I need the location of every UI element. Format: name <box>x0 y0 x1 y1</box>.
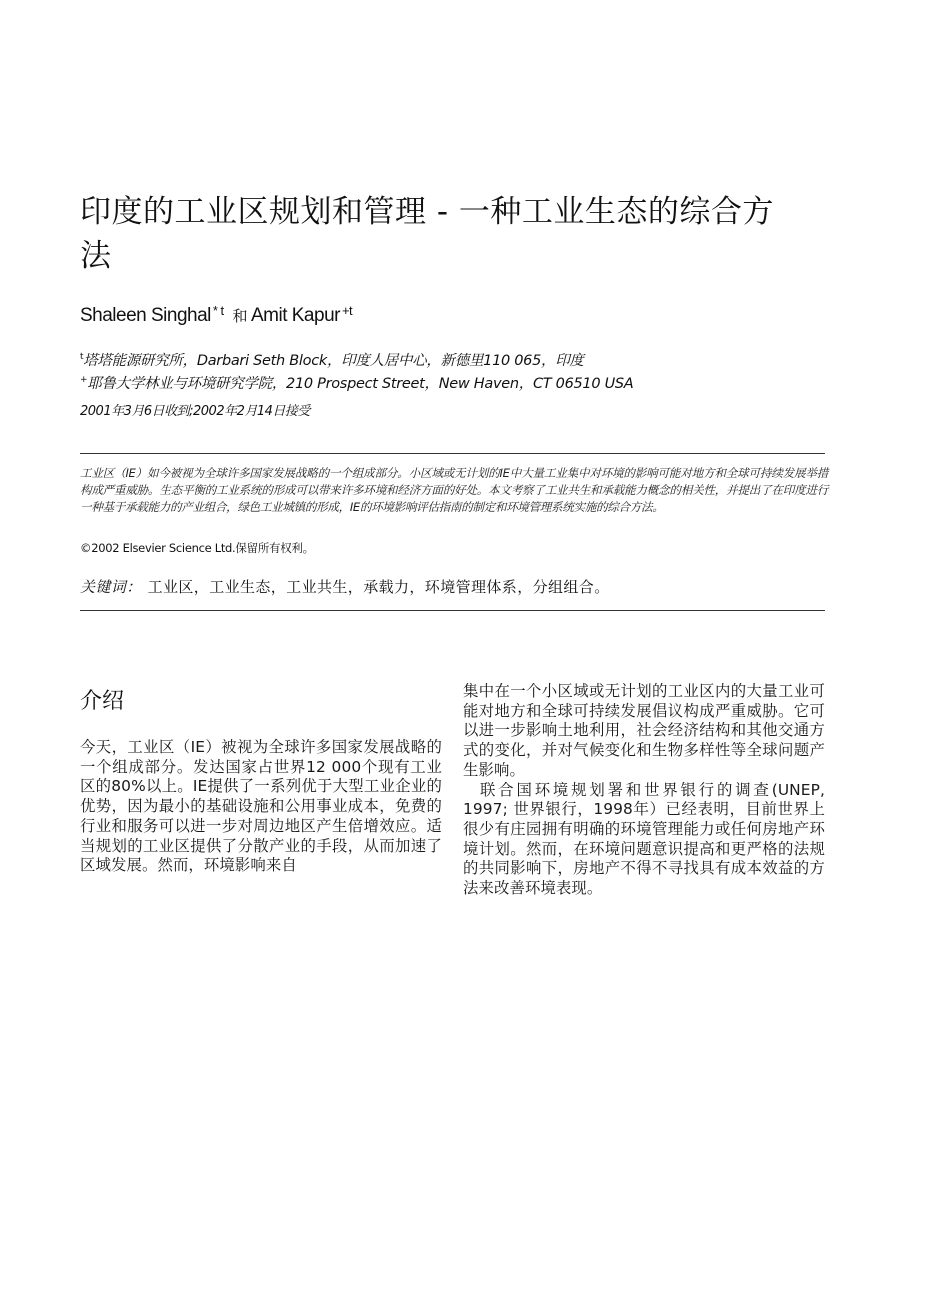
body-paragraph: 集中在一个小区域或无计划的工业区内的大量工业可能对地方和全球可持续发展倡议构成严重威胁。它可以进一步影响土地利用，社会经济结构和其他交通方式的变化，并对气候变化和生物多样性等全球问题产生影响。 <box>463 682 825 779</box>
keywords <box>80 576 610 597</box>
keywords-text: 工业区，工业生态，工业共生，承载力，环境管理体系，分组组合。 <box>147 578 610 596</box>
received-accepted-dates: 2001年3月6日收到;2002年2月14日接受 <box>80 404 310 419</box>
copyright-notice: ©2002 Elsevier Science Ltd.保留所有权利。 <box>80 541 314 555</box>
author-name: Amit Kapur <box>250 305 340 326</box>
affiliation-text: 耶鲁大学林业与环境研究学院，210 Prospect Street，New Haven，CT 06510 USA <box>87 376 634 392</box>
abstract: 工业区（IE）如今被视为全球许多国家发展战略的一个组成部分。小区域或无计划的IE中大量工业集中对环境的影响可能对地方和全球可持续发展举措构成严重威胁。生态平衡的工业系统的形成可以带来许多环境和经济方面的好处。本文考察了工业共生和承载能力概念的相关性，并提出了在印度进行一种基于承载能力的产业组合，绿色工业城镇的形成，IE的环境影响评估指南的制定和环境管理系统实施的综合方法。 <box>80 466 828 515</box>
affiliation-mark: + <box>80 375 88 385</box>
divider <box>80 453 825 454</box>
keywords-label: 关键词： <box>80 578 142 596</box>
body-paragraph: 联合国环境规划署和世界银行的调查(UNEP, 1997; 世界银行，1998年）已经表明，目前世界上很少有庄园拥有明确的环境管理能力或任何房地产环境计划。然而，在环境问题意识提高和更严格的法规的共同影响下，房地产不得不寻找具有成本效益的方法来改善环境表现。 <box>463 780 825 898</box>
author-marks: +t <box>341 303 353 318</box>
author-name: Shaleen Singhal <box>80 305 211 326</box>
affiliation-text: 塔塔能源研究所，Darbari Seth Block，印度人居中心，新德里110 065，印度 <box>83 353 584 369</box>
author-marks: * t <box>212 303 224 318</box>
body-column-left <box>80 738 442 876</box>
affiliation-mark: t <box>80 352 84 362</box>
body-paragraph: 今天，工业区（IE）被视为全球许多国家发展战略的一个组成部分。发达国家占世界12 000个现有工业区的80%以上。IE提供了一系列优于大型工业企业的优势，因为最小的基础设施和公用事业成本，免费的行业和服务可以进一步对周边地区产生倍增效应。适当规划的工业区提供了分散产业的手段，从而加速了区域发展。然而，环境影响来自 <box>80 738 442 875</box>
author-line <box>80 303 352 327</box>
section-heading: 介绍 <box>80 689 125 714</box>
author-separator: 和 <box>232 308 247 325</box>
paper-title: 印度的工业区规划和管理 - 一种工业生态的综合方法 <box>80 194 774 274</box>
affiliation <box>80 369 633 395</box>
divider <box>80 610 825 611</box>
body-column-right <box>463 682 825 899</box>
